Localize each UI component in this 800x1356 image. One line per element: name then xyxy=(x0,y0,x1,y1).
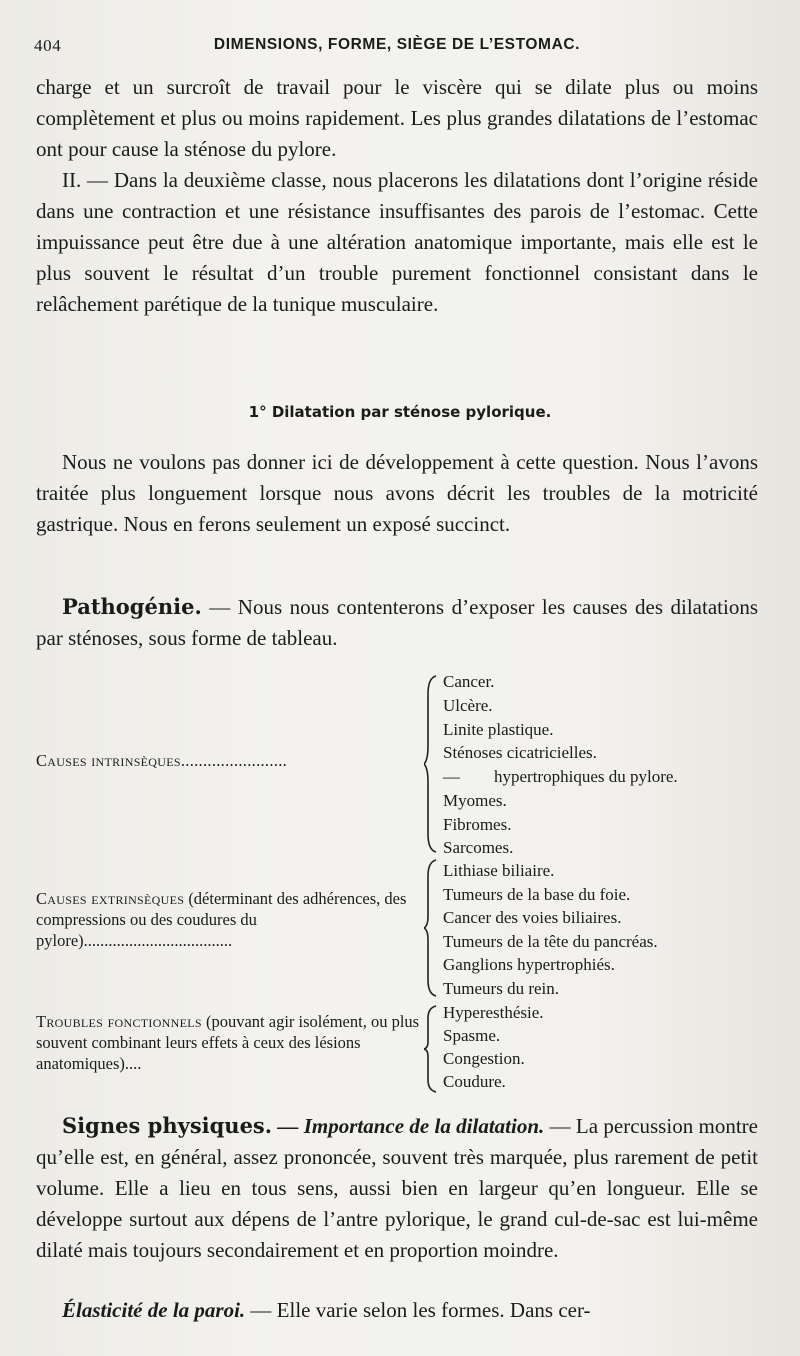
signes-text: — La percussion montre qu’elle est, en général, assez prononcée, souvent très marquée, plus rarement de petit volume. Elle a lieu en tous sens, aussi bien en largeur qu’en longueur. Elle se développe surtout aux dépens de l’antre pylorique, le grand cul-de-sac est lui-même dilaté mais toujours secondairement et en proportion moindre. xyxy=(36,1114,758,1262)
intrinsic-brace xyxy=(424,674,440,854)
list-item: Sténoses cicatricielles. xyxy=(443,743,597,762)
paragraph-signes-physiques xyxy=(36,1110,758,1266)
list-item: Hyperesthésie. xyxy=(443,1003,544,1022)
paragraph-succinct xyxy=(36,447,758,540)
list-item: Cancer. xyxy=(443,672,495,691)
page-number: 404 xyxy=(34,36,62,55)
pathogenie-heading: Pathogénie. xyxy=(62,594,202,619)
running-header xyxy=(34,34,760,56)
running-title: DIMENSIONS, FORME, SIÈGE DE L’ESTOMAC. xyxy=(213,36,581,53)
intro-paragraph-class-two xyxy=(36,165,758,320)
class-two-text: II. — Dans la deuxième classe, nous placerons les dilatations dont l’origine réside dans une contraction et une résistance insuffisantes des parois de l’estomac. Cette impuissance peut être due à une altération anatomique importante, mais elle est le plus souvent le résultat d’un trouble purement fonctionnel consistant dans le relâchement parétique de la tunique musculaire. xyxy=(36,168,758,316)
list-item: Tumeurs de la tête du pancréas. xyxy=(443,932,658,951)
succinct-text: Nous ne voulons pas donner ici de développement à cette question. Nous l’avons traitée plus longuement lorsque nous avons décrit les troubles de la motricité gastrique. Nous en ferons seulement un exposé succinct. xyxy=(36,450,758,536)
list-item: Ganglions hypertrophiés. xyxy=(443,955,615,974)
list-item: Congestion. xyxy=(443,1049,525,1068)
pathogenie-text: — Nous nous contenterons d’exposer les causes des dilatations par sténoses, sous forme de tableau. xyxy=(36,595,758,650)
list-item: Lithiase biliaire. xyxy=(443,861,555,880)
list-item: Tumeurs du rein. xyxy=(443,979,560,998)
section-heading: 1° Dilatation par sténose pylorique. xyxy=(248,403,552,421)
signes-subheading: — Importance de la dilatation. xyxy=(272,1114,545,1138)
list-item: Tumeurs de la base du foie. xyxy=(443,885,631,904)
list-item: Linite plastique. xyxy=(443,720,554,739)
elasticite-heading: Élasticité de la paroi. xyxy=(62,1298,246,1322)
functional-brace xyxy=(424,1004,440,1094)
intro-paragraph-continued: charge et un surcroît de travail pour le viscère qui se dilate plus ou moins complètement et plus ou moins rapidement. Les plus grandes dilatations de l’estomac ont pour cause la sténose du pylore. xyxy=(36,75,758,161)
intrinsic-causes-label: Causes intrinsèques........................ xyxy=(36,751,288,770)
list-item: — hypertrophiques du pylore. xyxy=(443,767,678,786)
list-item: Sarcomes. xyxy=(443,838,514,857)
functional-troubles-label: Troubles fonctionnels (pouvant agir isolément, ou plus souvent combinant leurs effets à ceux des lésions anatomiques).... xyxy=(36,1012,420,1073)
list-item: Ulcère. xyxy=(443,696,493,715)
signes-heading: Signes physiques. xyxy=(62,1113,273,1138)
paragraph-elasticite xyxy=(36,1295,758,1326)
elasticite-text: — Elle varie selon les formes. Dans cer- xyxy=(245,1298,591,1322)
list-item: Fibromes. xyxy=(443,815,512,834)
extrinsic-brace xyxy=(424,858,440,998)
list-item: Coudure. xyxy=(443,1072,506,1091)
paragraph-pathogenie xyxy=(36,591,758,654)
list-item: Myomes. xyxy=(443,791,507,810)
extrinsic-causes-label: Causes extrinsèques (déterminant des adhérences, des compressions ou des coudures du pylore).................................... xyxy=(36,889,407,950)
list-item: Spasme. xyxy=(443,1026,501,1045)
list-item: Cancer des voies biliaires. xyxy=(443,908,622,927)
